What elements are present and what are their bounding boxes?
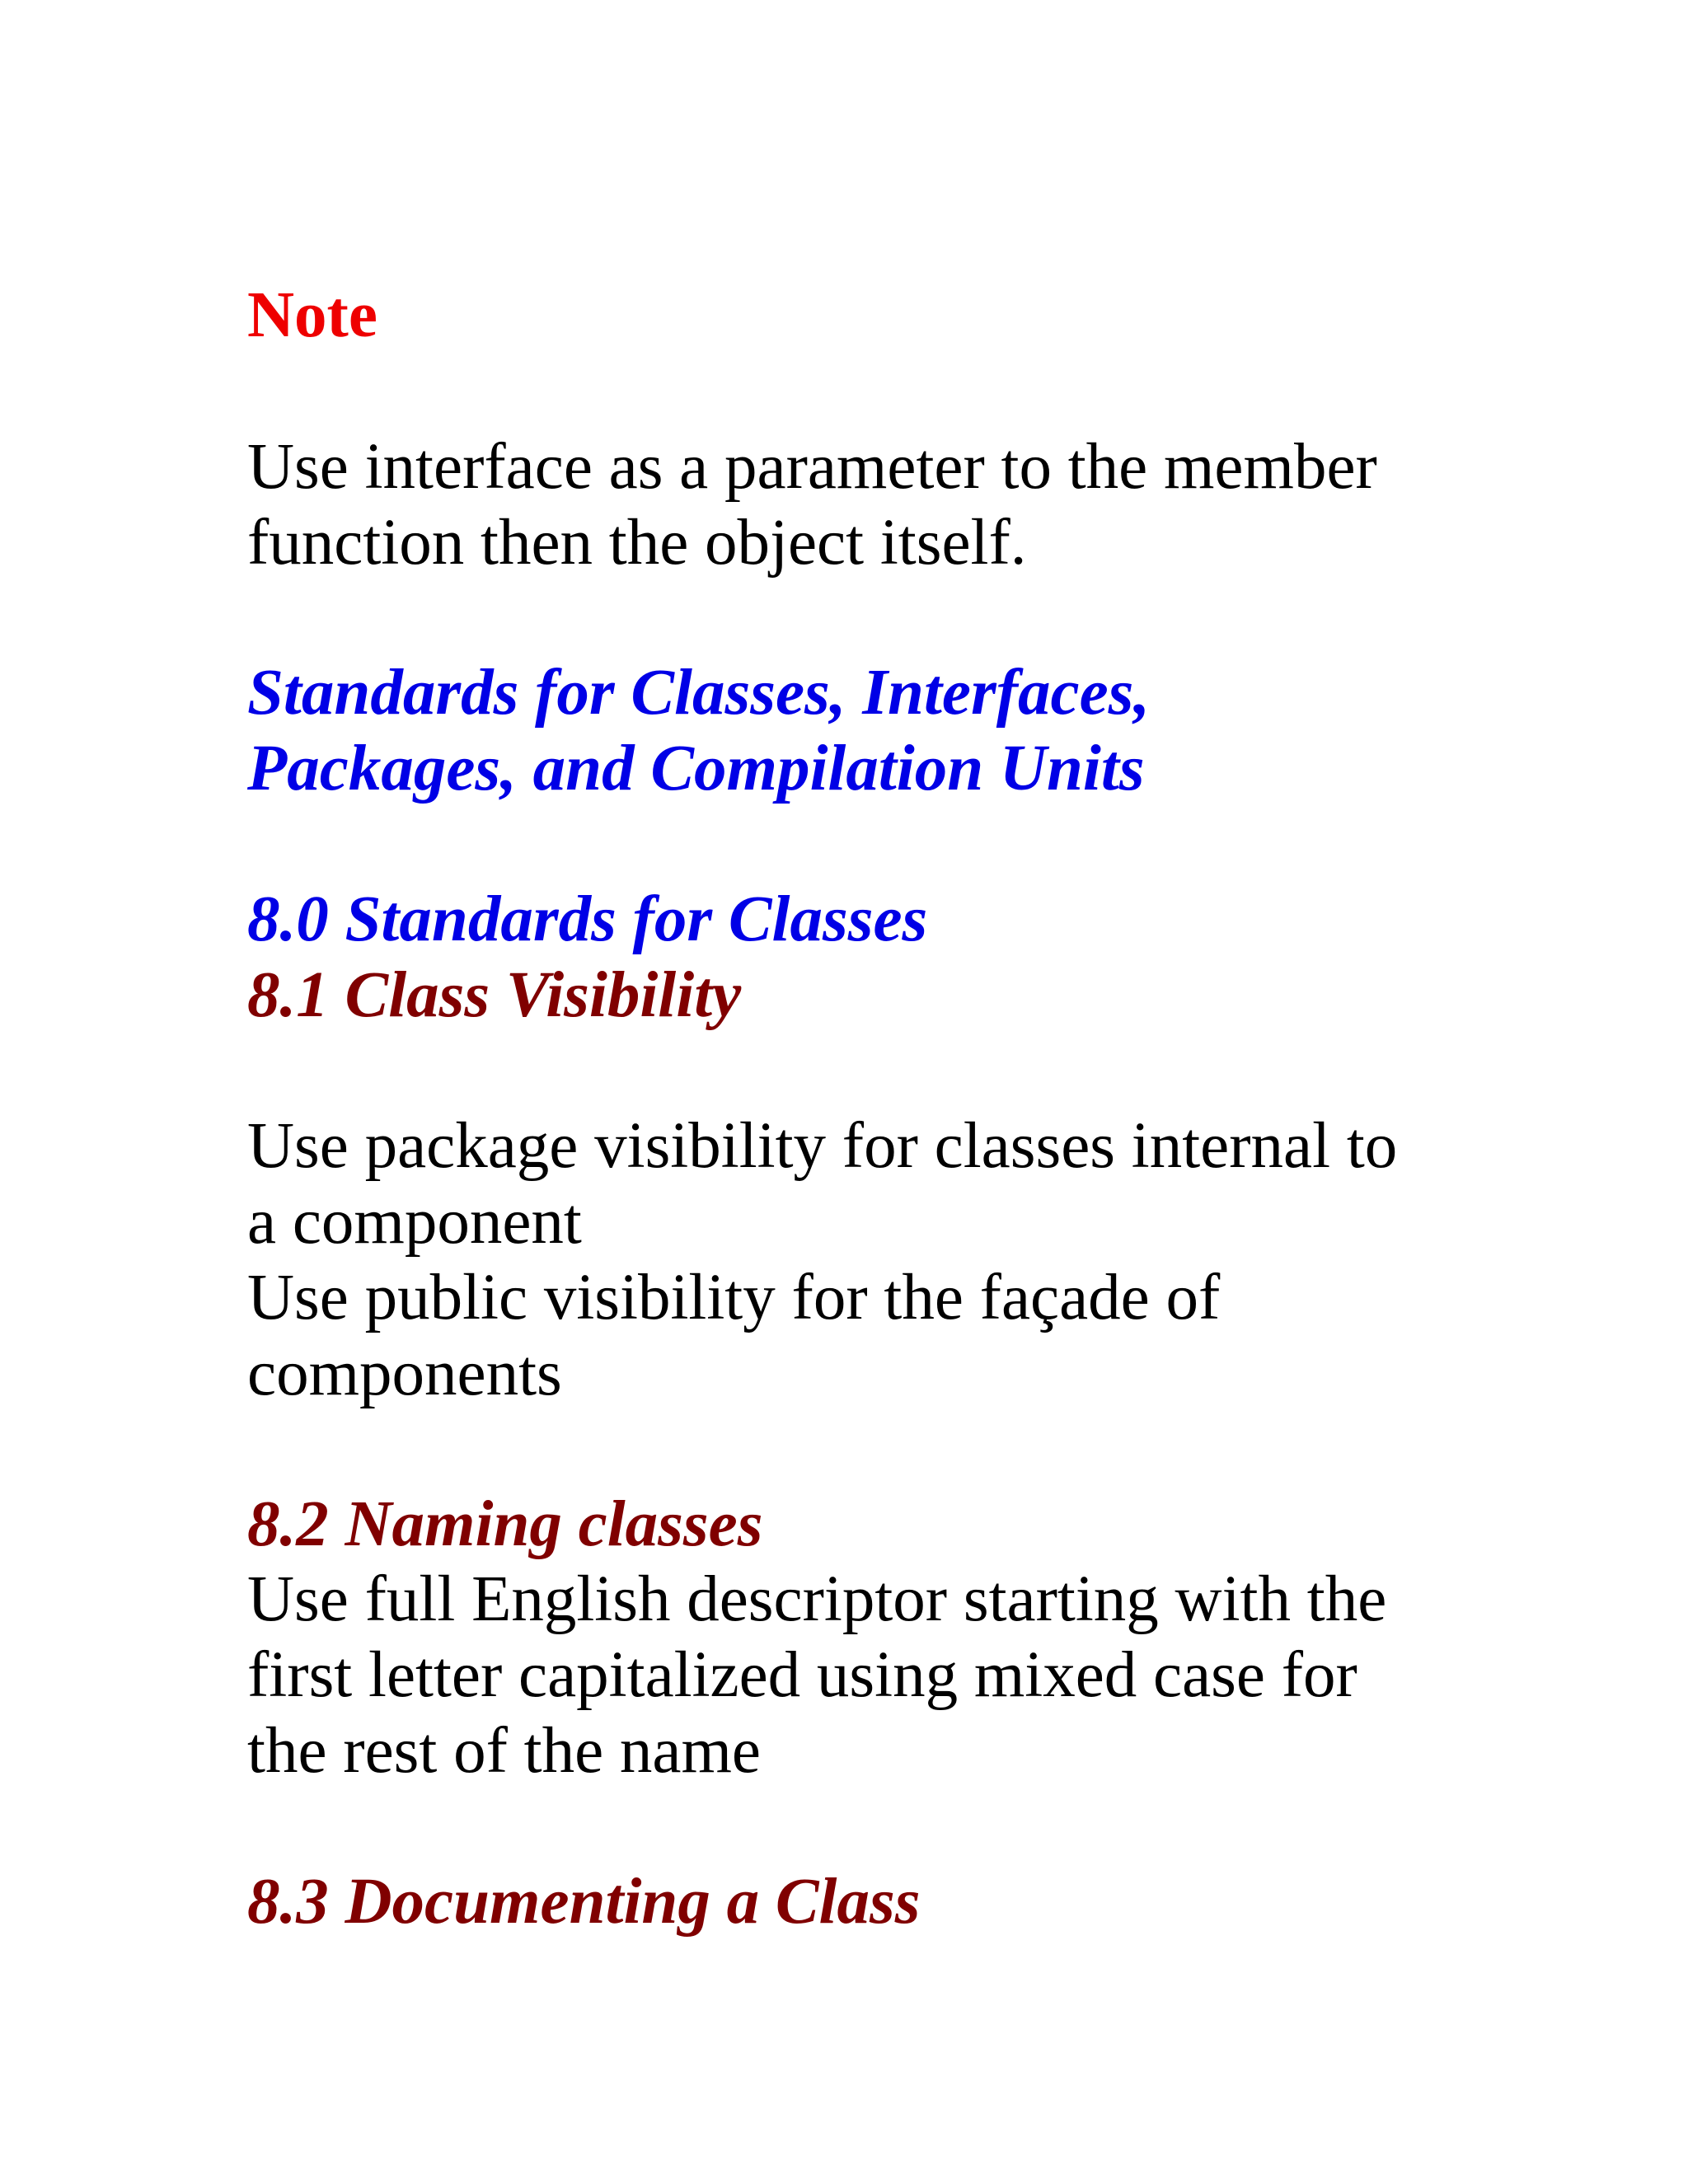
section-8-1-text-line-3: Use public visibility for the façade of xyxy=(247,1262,1221,1333)
section-8-2-text-line-2: first letter capitalized using mixed case for xyxy=(247,1639,1357,1711)
section-8-2-title: 8.2 Naming classes xyxy=(247,1488,763,1560)
section-8-2-text-line-3: the rest of the name xyxy=(247,1715,761,1787)
standards-heading-line-1: Standards for Classes, Interfaces, xyxy=(247,657,1151,729)
section-8-1-text-line-1: Use package visibility for classes internal to xyxy=(247,1110,1398,1182)
standards-heading-line-2: Packages, and Compilation Units xyxy=(247,733,1145,804)
note-title: Note xyxy=(247,279,377,351)
section-8-1-title: 8.1 Class Visibility xyxy=(247,959,742,1031)
note-text-line-1: Use interface as a parameter to the member xyxy=(247,431,1377,503)
section-8-3-title: 8.3 Documenting a Class xyxy=(247,1866,921,1938)
section-8-0-title: 8.0 Standards for Classes xyxy=(247,883,928,955)
section-8-2-text-line-1: Use full English descriptor starting with the xyxy=(247,1563,1387,1635)
section-8-1-text-line-2: a component xyxy=(247,1186,582,1258)
section-8-1-text-line-4: components xyxy=(247,1338,562,1409)
note-text-line-2: function then the object itself. xyxy=(247,507,1027,579)
